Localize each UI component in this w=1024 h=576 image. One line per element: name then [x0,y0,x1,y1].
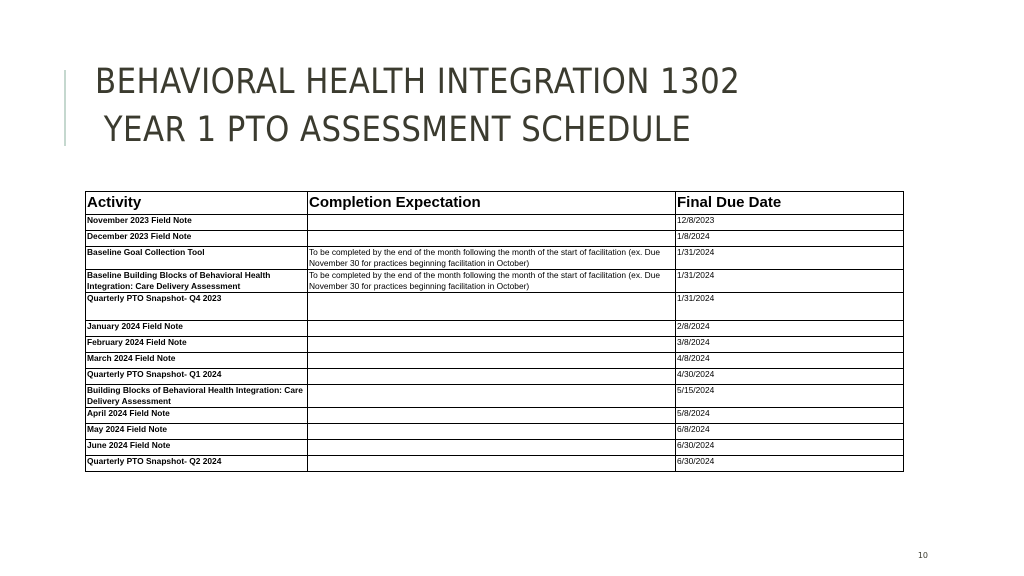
table-row [86,231,904,247]
table-row [86,270,904,293]
due-date-cell: 3/8/2024 [676,337,904,353]
activity-cell: Quarterly PTO Snapshot- Q2 2024 [86,456,308,472]
activity-cell: Building Blocks of Behavioral Health Integration: Care Delivery Assessment [86,385,308,408]
table-row [86,385,904,408]
activity-cell: Baseline Building Blocks of Behavioral Health Integration: Care Delivery Assessment [86,270,308,293]
due-date-cell: 6/30/2024 [676,456,904,472]
due-date-cell: 4/30/2024 [676,369,904,385]
due-date-cell: 1/8/2024 [676,231,904,247]
table-header-row [86,192,904,215]
table-row [86,293,904,321]
activity-cell: December 2023 Field Note [86,231,308,247]
table-row [86,321,904,337]
expectation-cell: To be completed by the end of the month following the month of the start of facilitation (ex. Due November 30 for practices beginning facilitation in October) [308,270,676,293]
expectation-cell [308,424,676,440]
expectation-cell [308,440,676,456]
due-date-cell: 12/8/2023 [676,215,904,231]
expectation-cell [308,337,676,353]
due-date-cell: 4/8/2024 [676,353,904,369]
activity-cell: Quarterly PTO Snapshot- Q1 2024 [86,369,308,385]
activity-cell: Baseline Goal Collection Tool [86,247,308,270]
table-row [86,215,904,231]
due-date-cell: 5/15/2024 [676,385,904,408]
expectation-cell [308,293,676,321]
due-date-cell: 2/8/2024 [676,321,904,337]
activity-cell: April 2024 Field Note [86,408,308,424]
expectation-cell: To be completed by the end of the month following the month of the start of facilitation (ex. Due November 30 for practices beginning facilitation in October) [308,247,676,270]
expectation-cell [308,215,676,231]
activity-cell: May 2024 Field Note [86,424,308,440]
due-date-cell: 1/31/2024 [676,293,904,321]
header-final-due-date: Final Due Date [676,192,904,215]
table-row [86,440,904,456]
slide-title-line2: YEAR 1 PTO ASSESSMENT SCHEDULE [103,110,692,150]
due-date-cell: 5/8/2024 [676,408,904,424]
page-number: 10 [917,551,928,560]
activity-cell: June 2024 Field Note [86,440,308,456]
header-activity: Activity [86,192,308,215]
expectation-cell [308,408,676,424]
expectation-cell [308,321,676,337]
activity-cell: November 2023 Field Note [86,215,308,231]
activity-cell: Quarterly PTO Snapshot- Q4 2023 [86,293,308,321]
activity-cell: March 2024 Field Note [86,353,308,369]
slide-title [95,58,740,154]
due-date-cell: 1/31/2024 [676,270,904,293]
table-row [86,247,904,270]
table-row [86,408,904,424]
table-row [86,353,904,369]
assessment-schedule-table [85,191,904,472]
table-row [86,456,904,472]
expectation-cell [308,385,676,408]
due-date-cell: 6/30/2024 [676,440,904,456]
activity-cell: February 2024 Field Note [86,337,308,353]
activity-cell: January 2024 Field Note [86,321,308,337]
expectation-cell [308,456,676,472]
slide-title-line1: BEHAVIORAL HEALTH INTEGRATION 1302 [95,62,741,102]
expectation-cell [308,231,676,247]
table-row [86,337,904,353]
due-date-cell: 1/31/2024 [676,247,904,270]
expectation-cell [308,353,676,369]
header-completion-expectation: Completion Expectation [308,192,676,215]
due-date-cell: 6/8/2024 [676,424,904,440]
table-row [86,424,904,440]
title-accent-bar [64,70,66,146]
table-row [86,369,904,385]
expectation-cell [308,369,676,385]
